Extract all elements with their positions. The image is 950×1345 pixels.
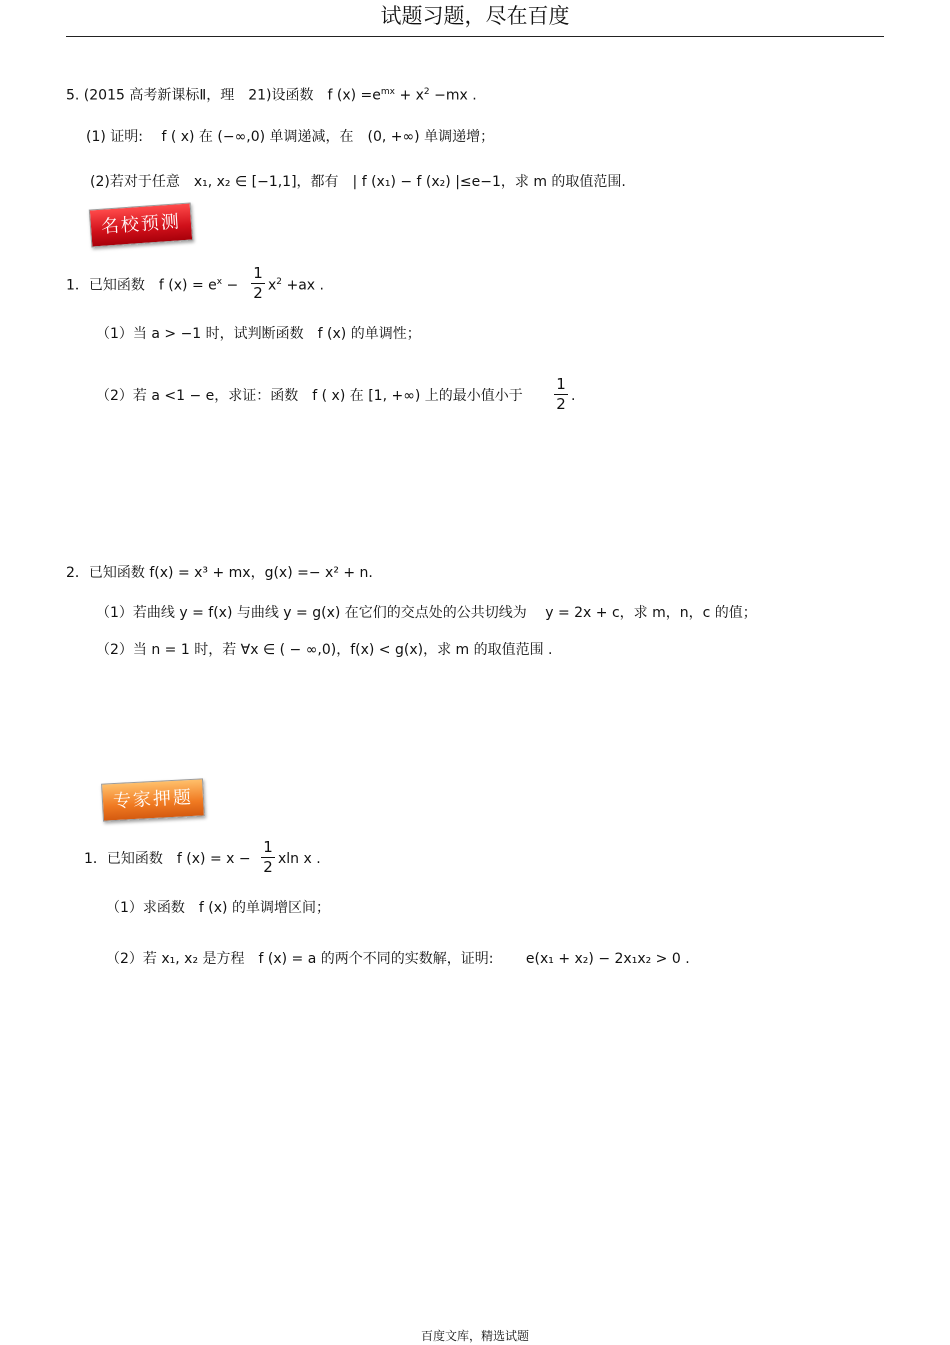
prediction-1-part-2-fraction (554, 377, 568, 412)
expert-1-frac-den: 2 (263, 858, 273, 876)
prediction-1-x: x (268, 277, 277, 294)
problem-5-title: 5. (2015 高考新课标Ⅱ，理 21)设函数 f (x) =e (66, 87, 381, 104)
prediction-1-frac-num: 1 (253, 264, 263, 282)
expert-1-part-2: （2）若 x₁, x₂ 是方程 f (x) = a 的两个不同的实数解，证明: e(x₁ + x₂) − 2x₁x₂ > 0 . (106, 951, 690, 967)
prediction-2-stem: 2．已知函数 f(x) = x³ + mx，g(x) =− x² + n. (66, 565, 373, 581)
prediction-1-frac-den: 2 (253, 284, 263, 302)
prediction-1-exp-2: 2 (276, 277, 283, 287)
prediction-1-exp-x: x (216, 277, 223, 287)
prediction-1-part-2-den: 2 (556, 395, 566, 413)
prediction-1-lead-text: 1．已知函数 f (x) = e (66, 277, 217, 294)
prediction-1-part-2-period: . (571, 388, 576, 404)
problem-5-exp-2: 2 (423, 87, 430, 97)
prediction-1-part-2-num: 1 (556, 375, 566, 393)
problem-5-tail: −mx . (429, 87, 477, 104)
page-footer: 百度文库，精选试题 (420, 1329, 529, 1343)
expert-prediction-badge: 专家押题 (101, 778, 205, 821)
prediction-1-minus: − (222, 277, 239, 294)
problem-5-mid: + x (395, 87, 424, 104)
problem-5-part-2: (2)若对于任意 x₁, x₂ ∈ [−1,1]，都有 | f (x₁) − f (x₂) |≤e−1，求 m 的取值范围. (90, 174, 626, 190)
prediction-1-tail: +ax . (282, 277, 324, 294)
prediction-1-lead (66, 278, 238, 293)
prediction-1-fraction (251, 266, 265, 301)
expert-1-tail: xln x . (278, 851, 321, 867)
expert-1-lead: 1．已知函数 f (x) = x − (84, 851, 251, 867)
page-header-title: 试题习题，尽在百度 (380, 4, 570, 28)
prediction-2-part-2: （2）当 n = 1 时，若 ∀x ∈ ( − ∞,0)，f(x) < g(x)，求 m 的取值范围 . (96, 642, 553, 658)
problem-5-part-1: (1) 证明: f ( x) 在 (−∞,0) 单调递减，在 (0, +∞) 单调递增； (86, 129, 495, 145)
expert-1-part-1: （1）求函数 f (x) 的单调增区间； (106, 900, 330, 916)
prediction-1-part-2: （2）若 a <1 − e，求证：函数 f ( x) 在 [1, +∞) 上的最小值小于 (96, 388, 523, 404)
famous-school-prediction-badge: 名校预测 (89, 202, 193, 247)
prediction-1-part-1: （1）当 a > −1 时，试判断函数 f (x) 的单调性； (96, 326, 421, 342)
prediction-2-part-1: （1）若曲线 y = f(x) 与曲线 y = g(x) 在它们的交点处的公共切线为 y = 2x + c，求 m，n，c 的值； (96, 605, 757, 621)
prediction-1-tail-group (268, 278, 324, 293)
problem-5-exp-mx: mx (380, 87, 395, 97)
header-rule (66, 36, 884, 37)
expert-1-frac-num: 1 (263, 838, 273, 856)
expert-1-fraction (261, 840, 275, 875)
problem-5-statement (66, 88, 477, 103)
